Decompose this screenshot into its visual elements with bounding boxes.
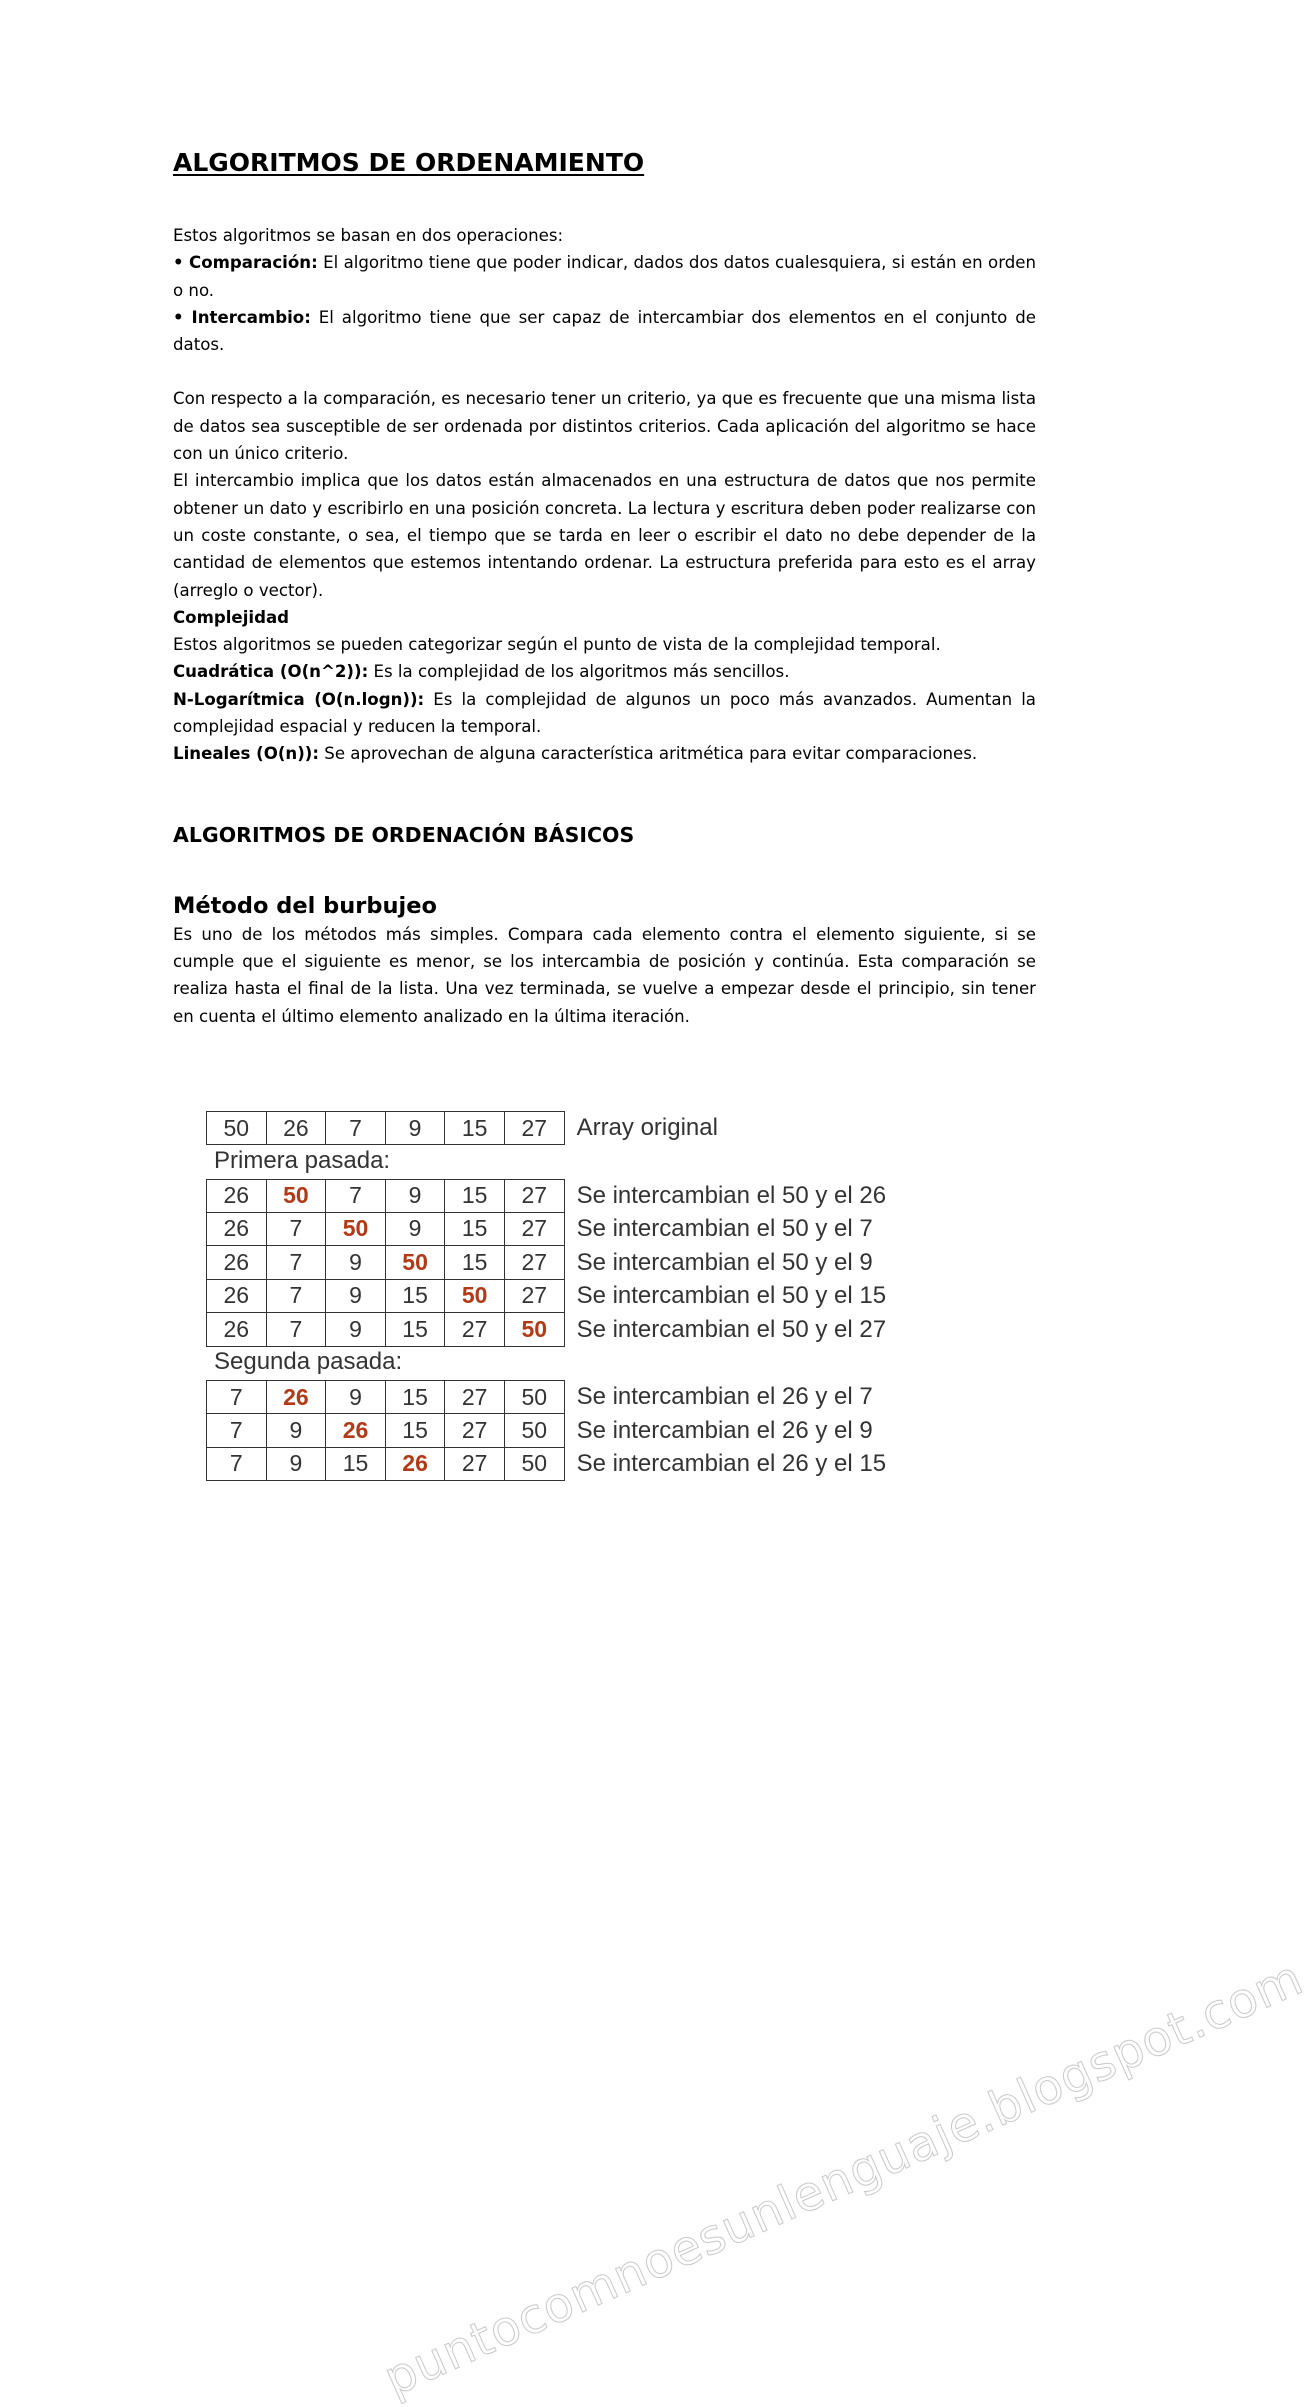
intro-text: Estos algoritmos se basan en dos operaciones: <box>173 226 564 245</box>
op-term: Intercambio: <box>191 307 311 327</box>
array-cells <box>206 1246 565 1280</box>
array-cell: 7 <box>207 1447 267 1481</box>
array-cell: 9 <box>267 1414 327 1448</box>
first-pass-row <box>206 1179 886 1213</box>
first-pass-row <box>206 1246 873 1280</box>
array-cell-swapped: 26 <box>326 1414 386 1448</box>
array-cell: 7 <box>267 1313 327 1347</box>
first-pass-row <box>206 1279 886 1313</box>
section-heading: ALGORITMOS DE ORDENACIÓN BÁSICOS <box>173 822 635 847</box>
watermark-text: puntocomnoesunlenguaje.blogspot.com <box>376 1949 1311 2407</box>
array-cell: 27 <box>445 1380 505 1414</box>
array-cell: 27 <box>505 1246 565 1280</box>
op-comparacion <box>173 249 1036 304</box>
array-cell-swapped: 50 <box>505 1313 565 1347</box>
array-cell: 27 <box>445 1414 505 1448</box>
first-pass-row <box>206 1212 873 1246</box>
first-pass-label: Primera pasada: <box>214 1146 391 1174</box>
array-cells <box>206 1313 565 1347</box>
row-note: Se intercambian el 50 y el 15 <box>576 1282 887 1309</box>
array-cell: 7 <box>267 1279 327 1313</box>
document-body <box>173 146 1036 1030</box>
array-cell-swapped: 50 <box>386 1246 446 1280</box>
array-cells <box>206 1212 565 1246</box>
array-cell: 15 <box>386 1380 446 1414</box>
array-cell: 26 <box>207 1246 267 1280</box>
array-cells <box>206 1380 565 1414</box>
array-cell: 7 <box>326 1179 386 1213</box>
array-cell-swapped: 50 <box>445 1279 505 1313</box>
array-cell: 7 <box>207 1414 267 1448</box>
array-cell-swapped: 50 <box>326 1212 386 1246</box>
array-cell: 26 <box>207 1279 267 1313</box>
complexity-term: Cuadrática (O(n^2)): <box>173 662 369 682</box>
array-cell: 9 <box>386 1111 446 1145</box>
op-intercambio <box>173 304 1036 359</box>
array-cell: 27 <box>505 1179 565 1213</box>
row-note: Se intercambian el 26 y el 9 <box>576 1416 873 1444</box>
array-cells <box>206 1179 565 1213</box>
bullet: • <box>173 253 184 273</box>
array-cell: 7 <box>267 1212 327 1246</box>
complexity-intro: Estos algoritmos se pueden categorizar según el punto de vista de la complejidad temporal. <box>173 635 941 655</box>
row-note: Se intercambian el 50 y el 9 <box>576 1248 873 1276</box>
array-cell: 9 <box>326 1380 386 1414</box>
second-pass-row <box>206 1447 886 1481</box>
complexity-heading: Complejidad <box>173 607 290 627</box>
array-cell: 7 <box>326 1111 386 1145</box>
array-cells <box>206 1279 565 1313</box>
subsection-heading: Método del burbujeo <box>173 892 437 919</box>
page-title: ALGORITMOS DE ORDENAMIENTO <box>173 148 645 177</box>
paragraph-comparison: Con respecto a la comparación, es necesario tener un criterio, ya que es frecuente que una misma lista de datos sea susceptible de ser ordenada por distintos criterios. Cada aplicación del algoritmo se hace con un único criterio. <box>173 389 1036 464</box>
op-text: El algoritmo tiene que poder indicar, dados dos datos cualesquiera, si están en orden o no. <box>173 253 1036 300</box>
bullet: • <box>173 307 184 327</box>
array-cell: 50 <box>505 1414 565 1448</box>
second-pass-row <box>206 1414 873 1448</box>
first-pass-row <box>206 1313 886 1347</box>
array-cell: 15 <box>386 1414 446 1448</box>
complexity-term: Lineales (O(n)): <box>173 744 320 764</box>
array-cell: 50 <box>505 1380 565 1414</box>
row-note: Se intercambian el 26 y el 7 <box>576 1383 873 1410</box>
array-cell: 27 <box>505 1111 565 1145</box>
array-cells <box>206 1111 565 1145</box>
paragraph-exchange: El intercambio implica que los datos están almacenados en una estructura de datos que nos permite obtener un dato y escribirlo en una posición concreta. La lectura y escritura deben poder realizarse con un coste constante, o sea, el tiempo que se tarda en leer o escribir el dato no debe depender de la cantidad de elementos que estemos intentando ordenar. La estructura preferida para esto es el array (arreglo o vector). <box>173 471 1036 600</box>
array-cell: 26 <box>207 1179 267 1213</box>
original-array-row <box>206 1111 718 1145</box>
array-cell: 26 <box>207 1212 267 1246</box>
array-cell: 15 <box>386 1279 446 1313</box>
op-text: El algoritmo tiene que ser capaz de intercambiar dos elementos en el conjunto de datos. <box>173 307 1036 355</box>
array-cell: 9 <box>267 1447 327 1481</box>
array-cell: 50 <box>505 1447 565 1481</box>
array-cells <box>206 1447 565 1481</box>
array-cell-swapped: 26 <box>386 1447 446 1481</box>
array-cell: 26 <box>207 1313 267 1347</box>
row-note: Se intercambian el 50 y el 26 <box>576 1181 887 1209</box>
array-cell: 50 <box>207 1111 267 1145</box>
row-note: Se intercambian el 50 y el 27 <box>576 1315 887 1343</box>
second-pass-row <box>206 1380 873 1414</box>
array-cell: 9 <box>386 1179 446 1213</box>
op-term: Comparación: <box>189 253 318 273</box>
array-cell: 9 <box>326 1313 386 1347</box>
complexity-item: N-Logarítmica (O(n.logn)): Es la complejidad de algunos un poco más avanzados. Aumentan la complejidad espacial y reducen la temporal. <box>173 689 1036 737</box>
array-cell-swapped: 26 <box>267 1380 327 1414</box>
array-cell: 27 <box>505 1212 565 1246</box>
complexity-item: Lineales (O(n)): Se aprovechan de alguna característica aritmética para evitar comparaciones. <box>173 744 978 764</box>
row-note: Array original <box>576 1114 718 1141</box>
array-cell: 15 <box>445 1246 505 1280</box>
array-cell: 15 <box>445 1111 505 1145</box>
array-cell: 15 <box>445 1212 505 1246</box>
array-cell: 7 <box>207 1380 267 1414</box>
array-cell: 26 <box>267 1111 327 1145</box>
array-cell: 9 <box>326 1246 386 1280</box>
array-cell: 15 <box>386 1313 446 1347</box>
array-cell: 7 <box>267 1246 327 1280</box>
row-note: Se intercambian el 50 y el 7 <box>576 1215 873 1242</box>
array-cell: 9 <box>326 1279 386 1313</box>
array-cell: 27 <box>505 1279 565 1313</box>
array-cell: 27 <box>445 1313 505 1347</box>
array-cell: 15 <box>326 1447 386 1481</box>
array-cell: 9 <box>386 1212 446 1246</box>
array-cell-swapped: 50 <box>267 1179 327 1213</box>
second-pass-label: Segunda pasada: <box>214 1348 403 1375</box>
array-cell: 15 <box>445 1179 505 1213</box>
bubble-sort-figure <box>206 1111 1311 2407</box>
complexity-term: N-Logarítmica (O(n.logn)): <box>173 689 425 709</box>
array-cells <box>206 1414 565 1448</box>
bubble-description: Es uno de los métodos más simples. Compara cada elemento contra el elemento siguiente, si se cumple que el siguiente es menor, se los intercambia de posición y continúa. Esta comparación se realiza hasta el final de la lista. Una vez terminada, se vuelve a empezar desde el principio, sin tener en cuenta el último elemento analizado en la última iteración. <box>173 924 1036 1026</box>
array-cell: 27 <box>445 1447 505 1481</box>
complexity-item: Cuadrática (O(n^2)): Es la complejidad de los algoritmos más sencillos. <box>173 662 790 682</box>
row-note: Se intercambian el 26 y el 15 <box>576 1450 887 1477</box>
